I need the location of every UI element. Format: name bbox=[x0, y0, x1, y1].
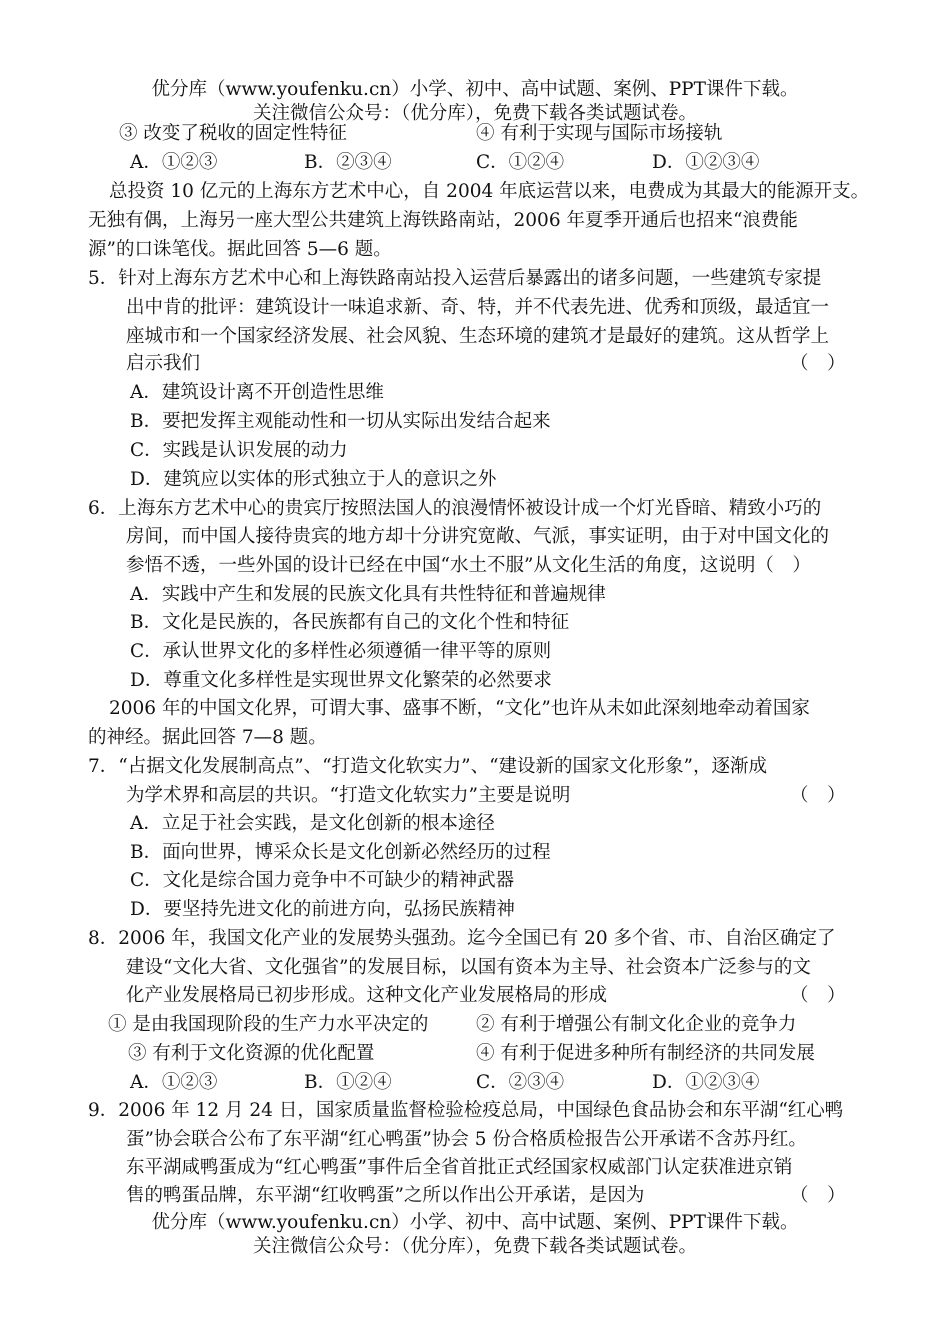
q7-stem-line-1: 7．“占据文化发展制高点”、“打造文化软实力”、“建设新的国家文化形象”，逐渐成 bbox=[88, 756, 768, 777]
header-line-2: 关注微信公众号：（优分库），免费下载各类试题试卷。 bbox=[252, 103, 697, 124]
q8-option-2: ② 有利于增强公有制文化企业的竞争力 bbox=[476, 1014, 797, 1035]
q8-choice-a: A．①②③ bbox=[130, 1072, 218, 1093]
q9-stem-line-2: 蛋”协会联合公布了东平湖“红心鸭蛋”协会 5 份合格质检报告公开承诺不含苏丹红。 bbox=[126, 1129, 807, 1150]
q5-choice-a: A．建筑设计离不开创造性思维 bbox=[130, 382, 384, 403]
q9-stem-line-4: 售的鸭蛋品牌，东平湖“红收鸭蛋”之所以作出公开承诺，是因为 bbox=[126, 1185, 645, 1206]
passage2-line-1: 2006 年的中国文化界，可谓大事、盛事不断，“文化”也许从未如此深刻地牵动着国家 bbox=[109, 698, 810, 719]
q9-stem-line-1: 9．2006 年 12 月 24 日，国家质量监督检验检疫总局，中国绿色食品协会和东平湖“红心鸭 bbox=[88, 1100, 844, 1121]
q5-stem-line-1: 5．针对上海东方艺术中心和上海铁路南站投入运营后暴露出的诸多问题，一些建筑专家提 bbox=[88, 268, 822, 289]
header-line-1: 优分库（www.youfenku.cn）小学、初中、高中试题、案例、PPT课件下载。 bbox=[151, 79, 799, 100]
footer-line-2: 关注微信公众号：（优分库），免费下载各类试题试卷。 bbox=[252, 1236, 697, 1257]
q6-choice-d: D．尊重文化多样性是实现世界文化繁荣的必然要求 bbox=[130, 670, 552, 691]
q9-stem-line-3: 东平湖咸鸭蛋成为“红心鸭蛋”事件后全省首批正式经国家权威部门认定获准进京销 bbox=[126, 1157, 793, 1178]
q8-option-4: ④ 有利于促进多种所有制经济的共同发展 bbox=[476, 1043, 815, 1064]
q8-stem-line-3: 化产业发展格局已初步形成。这种文化产业发展格局的形成 bbox=[126, 985, 608, 1006]
q4-choice-a: A．①②③ bbox=[130, 152, 218, 173]
q5-choice-c: C．实践是认识发展的动力 bbox=[130, 440, 348, 461]
passage2-line-2: 的神经。据此回答 7—8 题。 bbox=[88, 727, 327, 748]
q5-stem-line-4: 启示我们 bbox=[126, 353, 201, 374]
q8-stem-line-1: 8．2006 年，我国文化产业的发展势头强劲。迄今全国已有 20 多个省、市、自治区确定了 bbox=[88, 928, 836, 949]
q7-stem-line-2: 为学术界和高层的共识。“打造文化软实力”主要是说明 bbox=[126, 785, 571, 806]
q8-choice-d: D．①②③④ bbox=[652, 1072, 760, 1093]
q6-choice-c: C．承认世界文化的多样性必须遵循一律平等的原则 bbox=[130, 641, 552, 662]
q4-option-3: ③ 改变了税收的固定性特征 bbox=[119, 123, 347, 144]
q6-stem-line-2: 房间，而中国人接待贵宾的地方却十分讲究宽敞、气派，事实证明，由于对中国文化的 bbox=[126, 526, 830, 547]
q6-stem-line-1: 6．上海东方艺术中心的贵宾厅按照法国人的浪漫情怀被设计成一个灯光昏暗、精致小巧的 bbox=[88, 498, 822, 519]
q6-choice-b: B．文化是民族的，各民族都有自己的文化个性和特征 bbox=[130, 612, 570, 633]
q8-answer-bracket: （ ） bbox=[790, 985, 846, 1006]
passage1-line-2: 无独有偶，上海另一座大型公共建筑上海铁路南站，2006 年夏季开通后也招来“浪费能 bbox=[88, 210, 798, 231]
q5-choice-b: B．要把发挥主观能动性和一切从实际出发结合起来 bbox=[130, 411, 551, 432]
q7-choice-a: A．立足于社会实践，是文化创新的根本途径 bbox=[130, 813, 495, 834]
q8-option-3: ③ 有利于文化资源的优化配置 bbox=[128, 1043, 375, 1064]
q7-answer-bracket: （ ） bbox=[790, 785, 846, 806]
q8-stem-line-2: 建设“文化大省、文化强省”的发展目标，以国有资本为主导、社会资本广泛参与的文 bbox=[126, 957, 811, 978]
q8-choice-c: C．②③④ bbox=[476, 1072, 565, 1093]
q5-stem-line-2: 出中肯的批评：建筑设计一味追求新、奇、特，并不代表先进、优秀和顶级，最适宜一 bbox=[126, 297, 830, 318]
passage1-line-3: 源”的口诛笔伐。据此回答 5—6 题。 bbox=[88, 239, 392, 260]
q6-stem-line-3: 参悟不透，一些外国的设计已经在中国“水土不服”从文化生活的角度，这说明（ ） bbox=[126, 555, 811, 576]
passage1-line-1: 总投资 10 亿元的上海东方艺术中心，自 2004 年底运营以来，电费成为其最大的能源开支。 bbox=[109, 181, 870, 202]
footer-line-1: 优分库（www.youfenku.cn）小学、初中、高中试题、案例、PPT课件下载。 bbox=[151, 1212, 799, 1233]
q5-answer-bracket: （ ） bbox=[790, 353, 846, 374]
q4-choice-b: B．②③④ bbox=[304, 152, 392, 173]
q5-choice-d: D．建筑应以实体的形式独立于人的意识之外 bbox=[130, 469, 497, 490]
q4-choice-c: C．①②④ bbox=[476, 152, 565, 173]
q8-option-1: ① 是由我国现阶段的生产力水平决定的 bbox=[108, 1014, 429, 1035]
q5-stem-line-3: 座城市和一个国家经济发展、社会风貌、生态环境的建筑才是最好的建筑。这从哲学上 bbox=[126, 326, 830, 347]
q7-choice-d: D．要坚持先进文化的前进方向，弘扬民族精神 bbox=[130, 899, 515, 920]
q6-choice-a: A．实践中产生和发展的民族文化具有共性特征和普遍规律 bbox=[130, 584, 606, 605]
q7-choice-c: C．文化是综合国力竞争中不可缺少的精神武器 bbox=[130, 870, 515, 891]
q4-option-4: ④ 有利于实现与国际市场接轨 bbox=[476, 123, 723, 144]
q8-choice-b: B．①②④ bbox=[304, 1072, 392, 1093]
q7-choice-b: B．面向世界，博采众长是文化创新必然经历的过程 bbox=[130, 842, 551, 863]
q9-answer-bracket: （ ） bbox=[790, 1185, 846, 1206]
q4-choice-d: D．①②③④ bbox=[652, 152, 760, 173]
